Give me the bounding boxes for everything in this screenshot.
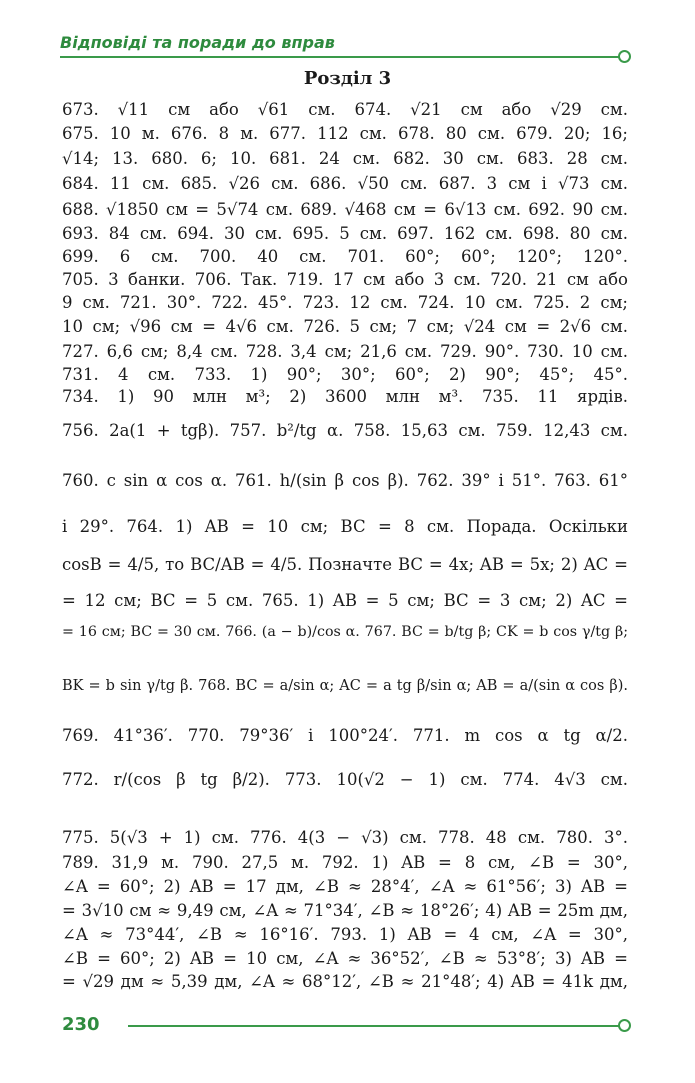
section-title: Розділ 3 [303, 68, 392, 89]
answer-line: 756. 2a(1 + tgβ). 757. b²/tg α. 758. 15,63 см. 759. 12,43 см. [62, 421, 628, 440]
answer-line: cosB = 4/5, то BC/AB = 4/5. Позначте BC = 4x; AB = 5x; 2) AC = [62, 555, 628, 574]
answer-line: = √29 дм ≈ 5,39 дм, ∠A ≈ 68°12′, ∠B ≈ 21°48′; 4) AB = 41k дм, [62, 972, 628, 991]
answer-line: 673. √11 см або √61 см. 674. √21 см або √29 см. [62, 100, 628, 119]
answer-line: 10 см; √96 см = 4√6 см. 726. 5 см; 7 см; √24 см = 2√6 см. [62, 317, 628, 336]
footer-rule [128, 1025, 620, 1027]
answer-line: 734. 1) 90 млн м³; 2) 3600 млн м³. 735. 11 ярдів. [62, 387, 628, 406]
page-number: 230 [62, 1014, 100, 1035]
answer-line: 727. 6,6 см; 8,4 см. 728. 3,4 см; 21,6 см. 729. 90°. 730. 10 см. [62, 342, 628, 361]
answer-line: ∠B = 60°; 2) AB = 10 см, ∠A ≈ 36°52′, ∠B ≈ 53°8′; 3) AB = [62, 949, 628, 968]
header-rule-end-icon [618, 50, 631, 63]
answer-line: = 3√10 см ≈ 9,49 см, ∠A ≈ 71°34′, ∠B ≈ 18°26′; 4) AB = 25m дм, [62, 901, 628, 920]
answer-line: = 16 см; BC = 30 см. 766. (a − b)/cos α. 767. BC = b/tg β; CK = b cos γ/tg β; [62, 624, 628, 640]
answer-line: 684. 11 см. 685. √26 см. 686. √50 см. 687. 3 см і √73 см. [62, 174, 628, 193]
answer-line: 699. 6 см. 700. 40 см. 701. 60°; 60°; 120°; 120°. [62, 247, 628, 266]
answer-line: BK = b sin γ/tg β. 768. BC = a/sin α; AC = a tg β/sin α; AB = a/(sin α cos β). [62, 678, 628, 694]
header-rule [60, 56, 620, 58]
answer-line: 675. 10 м. 676. 8 м. 677. 112 см. 678. 80 см. 679. 20; 16; [62, 124, 628, 143]
answer-line: 769. 41°36′. 770. 79°36′ і 100°24′. 771. m cos α tg α/2. [62, 726, 628, 745]
answer-line: 9 см. 721. 30°. 722. 45°. 723. 12 см. 724. 10 см. 725. 2 см; [62, 293, 628, 312]
answer-line: 731. 4 см. 733. 1) 90°; 30°; 60°; 2) 90°; 45°; 45°. [62, 365, 628, 384]
answer-line: 705. 3 банки. 706. Так. 719. 17 см або 3 см. 720. 21 см або [62, 270, 628, 289]
answer-line: ∠A = 60°; 2) AB = 17 дм, ∠B ≈ 28°4′, ∠A ≈ 61°56′; 3) AB = [62, 877, 628, 896]
answer-line: 772. r/(cos β tg β/2). 773. 10(√2 − 1) см. 774. 4√3 см. [62, 770, 628, 789]
running-header-title: Відповіді та поради до вправ [60, 33, 335, 52]
answer-line: 789. 31,9 м. 790. 27,5 м. 792. 1) AB = 8 см, ∠B = 30°, [62, 853, 628, 872]
answer-line: √14; 13. 680. 6; 10. 681. 24 см. 682. 30 см. 683. 28 см. [62, 149, 628, 168]
answer-line: = 12 см; BC = 5 см. 765. 1) AB = 5 см; BC = 3 см; 2) AC = [62, 591, 628, 610]
answer-line: 688. √1850 см = 5√74 см. 689. √468 см = 6√13 см. 692. 90 см. [62, 200, 628, 219]
footer-rule-end-icon [618, 1019, 631, 1032]
answer-line: 775. 5(√3 + 1) см. 776. 4(3 − √3) см. 778. 48 см. 780. 3°. [62, 828, 628, 847]
answer-line: 693. 84 см. 694. 30 см. 695. 5 см. 697. 162 см. 698. 80 см. [62, 224, 628, 243]
answer-line: 760. c sin α cos α. 761. h/(sin β cos β). 762. 39° і 51°. 763. 61° [62, 471, 628, 490]
answer-line: і 29°. 764. 1) AB = 10 см; BC = 8 см. Порада. Оскільки [62, 517, 628, 536]
answer-line: ∠A ≈ 73°44′, ∠B ≈ 16°16′. 793. 1) AB = 4 см, ∠A = 30°, [62, 925, 628, 944]
